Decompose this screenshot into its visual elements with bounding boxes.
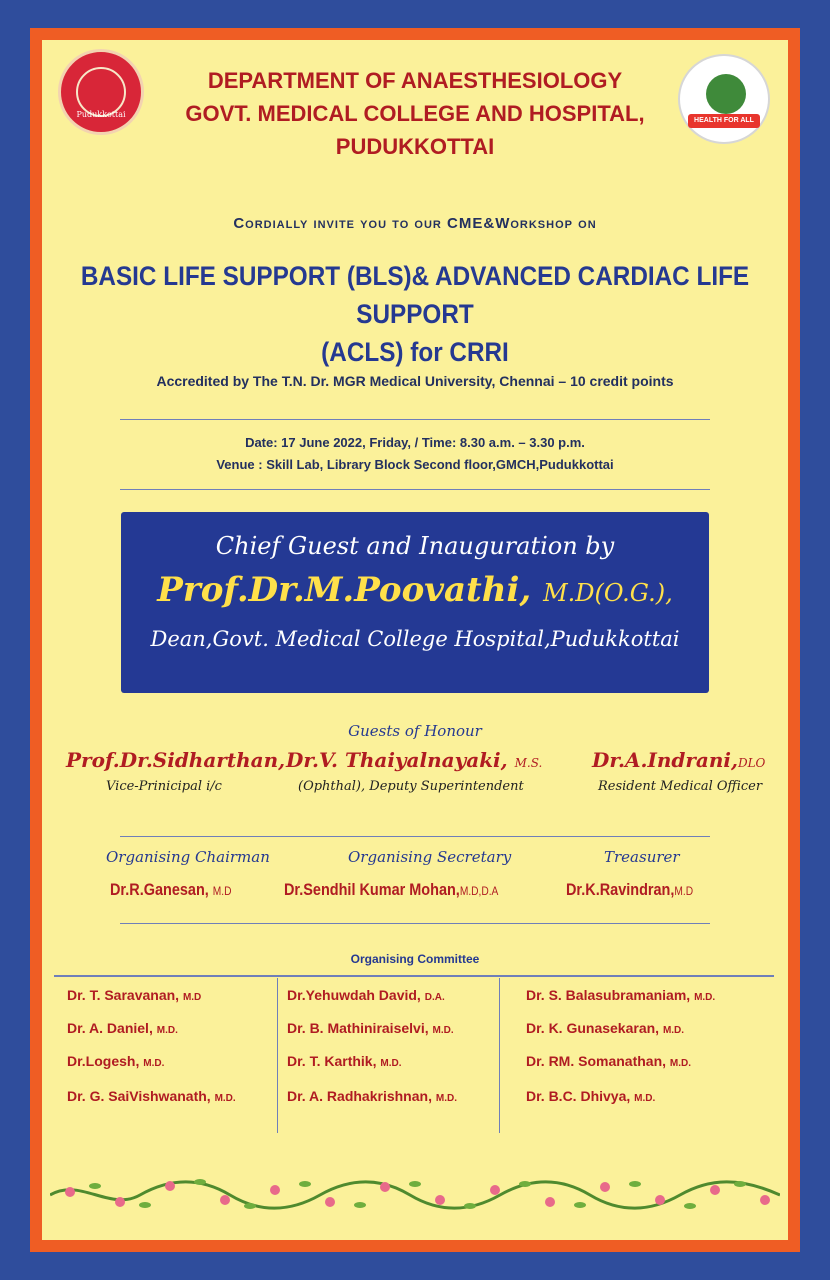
guest-2-role: (Ophthal), Deputy Superintendent <box>298 779 524 794</box>
member-name: Dr. S. Balasubramaniam, <box>526 987 691 1003</box>
committee-member <box>67 1020 178 1036</box>
committee-column-divider <box>277 978 278 1133</box>
committee-heading: Organising Committee <box>350 952 480 966</box>
committee-member <box>287 1020 454 1036</box>
member-degree: M.D. <box>214 1093 236 1104</box>
member-degree: M.D. <box>669 1058 692 1069</box>
accreditation: Accredited by The T.N. Dr. MGR Medical University, Chennai – 10 credit points <box>156 373 674 389</box>
chairman-degree: M.D <box>212 884 232 898</box>
member-degree: M.D. <box>694 992 716 1003</box>
committee-member <box>287 1088 457 1104</box>
treasurer-degree: M.D <box>674 884 694 898</box>
invitation-page <box>42 40 788 1240</box>
dept-line-1: DEPARTMENT OF ANAESTHESIOLOGY <box>207 68 623 93</box>
secretary-name-line <box>284 880 498 900</box>
secretary-name: Dr.Sendhil Kumar Mohan, <box>284 880 460 899</box>
member-name: Dr. RM. Somanathan, <box>526 1053 667 1069</box>
member-degree: M.D. <box>662 1025 685 1036</box>
treasurer-name-line <box>566 880 693 900</box>
member-degree: M.D. <box>432 1025 454 1036</box>
chairman-label: Organising Chairman <box>106 848 270 866</box>
chief-guest-box <box>121 512 709 693</box>
member-name: Dr.Logesh, <box>67 1053 140 1069</box>
guest-2-name-line <box>286 748 542 772</box>
member-degree: M.D. <box>156 1025 178 1036</box>
divider <box>120 419 710 420</box>
committee-member <box>287 987 445 1003</box>
member-degree: D.A. <box>424 992 445 1003</box>
committee-member <box>67 1088 236 1104</box>
guest-1-name: Prof.Dr.Sidharthan, <box>66 748 286 772</box>
committee-member <box>287 1053 401 1069</box>
member-degree: M.D. <box>634 1093 656 1104</box>
chief-guest-degree: M.D(O.G.), <box>543 579 673 607</box>
guest-2-name: Dr.V. Thaiyalnayaki, <box>286 748 508 772</box>
date-time: Date: 17 June 2022, Friday, / Time: 8.30 a.m. – 3.30 p.m. <box>245 435 585 450</box>
guests-of-honour-heading: Guests of Honour <box>348 722 482 740</box>
treasurer-label: Treasurer <box>604 848 680 866</box>
committee-divider <box>54 975 774 977</box>
guest-3-name: Dr.A.Indrani, <box>592 748 738 772</box>
committee-member <box>526 1053 691 1069</box>
secretary-label: Organising Secretary <box>348 848 512 866</box>
invite-line: Cordially invite you to our CME&Workshop on <box>233 215 597 232</box>
chief-guest-heading: Chief Guest and Inauguration by <box>215 532 615 560</box>
guest-3-degree: DLO <box>737 756 766 770</box>
dept-line-2: GOVT. MEDICAL COLLEGE AND HOSPITAL, <box>185 101 645 126</box>
treasurer-name: Dr.K.Ravindran, <box>566 880 675 899</box>
member-name: Dr. B. Mathiniraiselvi, <box>287 1020 429 1036</box>
venue: Venue : Skill Lab, Library Block Second floor,GMCH,Pudukkottai <box>216 457 614 472</box>
chairman-name: Dr.R.Ganesan, <box>110 880 209 899</box>
guest-3-name-line <box>592 748 765 772</box>
committee-member <box>526 987 715 1003</box>
title-line-2: (ACLS) for CRRI <box>321 337 509 367</box>
divider <box>120 836 710 837</box>
member-degree: M.D. <box>143 1058 165 1069</box>
committee-member <box>526 1020 684 1036</box>
committee-column-divider <box>499 978 500 1133</box>
member-degree: M.D <box>182 992 202 1003</box>
chairman-name-line <box>110 880 232 900</box>
chief-guest-designation: Dean,Govt. Medical College Hospital,Pudukkottai <box>150 627 680 651</box>
member-name: Dr. T. Saravanan, <box>67 987 180 1003</box>
event-title <box>79 257 750 371</box>
flower-garland-decoration <box>50 1172 780 1218</box>
member-name: Dr. A. Daniel, <box>67 1020 153 1036</box>
guest-3-role: Resident Medical Officer <box>598 779 763 794</box>
member-name: Dr. B.C. Dhivya, <box>526 1088 631 1104</box>
divider <box>120 489 710 490</box>
guest-2-degree: M.S. <box>514 756 543 770</box>
title-line-1: BASIC LIFE SUPPORT (BLS)& ADVANCED CARDIAC LIFE SUPPORT <box>80 261 750 329</box>
committee-member <box>67 987 201 1003</box>
member-degree: M.D. <box>435 1093 457 1104</box>
committee-member <box>526 1088 655 1104</box>
chief-guest-name-line <box>121 570 709 610</box>
member-name: Dr. G. SaiVishwanath, <box>67 1088 211 1104</box>
dept-line-3: PUDUKKOTTAI <box>335 134 495 159</box>
divider <box>120 923 710 924</box>
member-degree: M.D. <box>380 1058 402 1069</box>
guest-1-role: Vice-Prinicipal i/c <box>106 779 222 794</box>
department-heading <box>42 64 788 163</box>
committee-member <box>67 1053 164 1069</box>
member-name: Dr. T. Karthik, <box>287 1053 377 1069</box>
member-name: Dr.Yehuwdah David, <box>287 987 421 1003</box>
college-logo-text: Pudukkottai <box>76 110 126 119</box>
chief-guest-name: Prof.Dr.M.Poovathi, <box>157 570 532 610</box>
university-motto: HEALTH FOR ALL <box>694 117 754 124</box>
secretary-degree: M.D,D.A <box>459 884 499 898</box>
member-name: Dr. A. Radhakrishnan, <box>287 1088 432 1104</box>
member-name: Dr. K. Gunasekaran, <box>526 1020 660 1036</box>
